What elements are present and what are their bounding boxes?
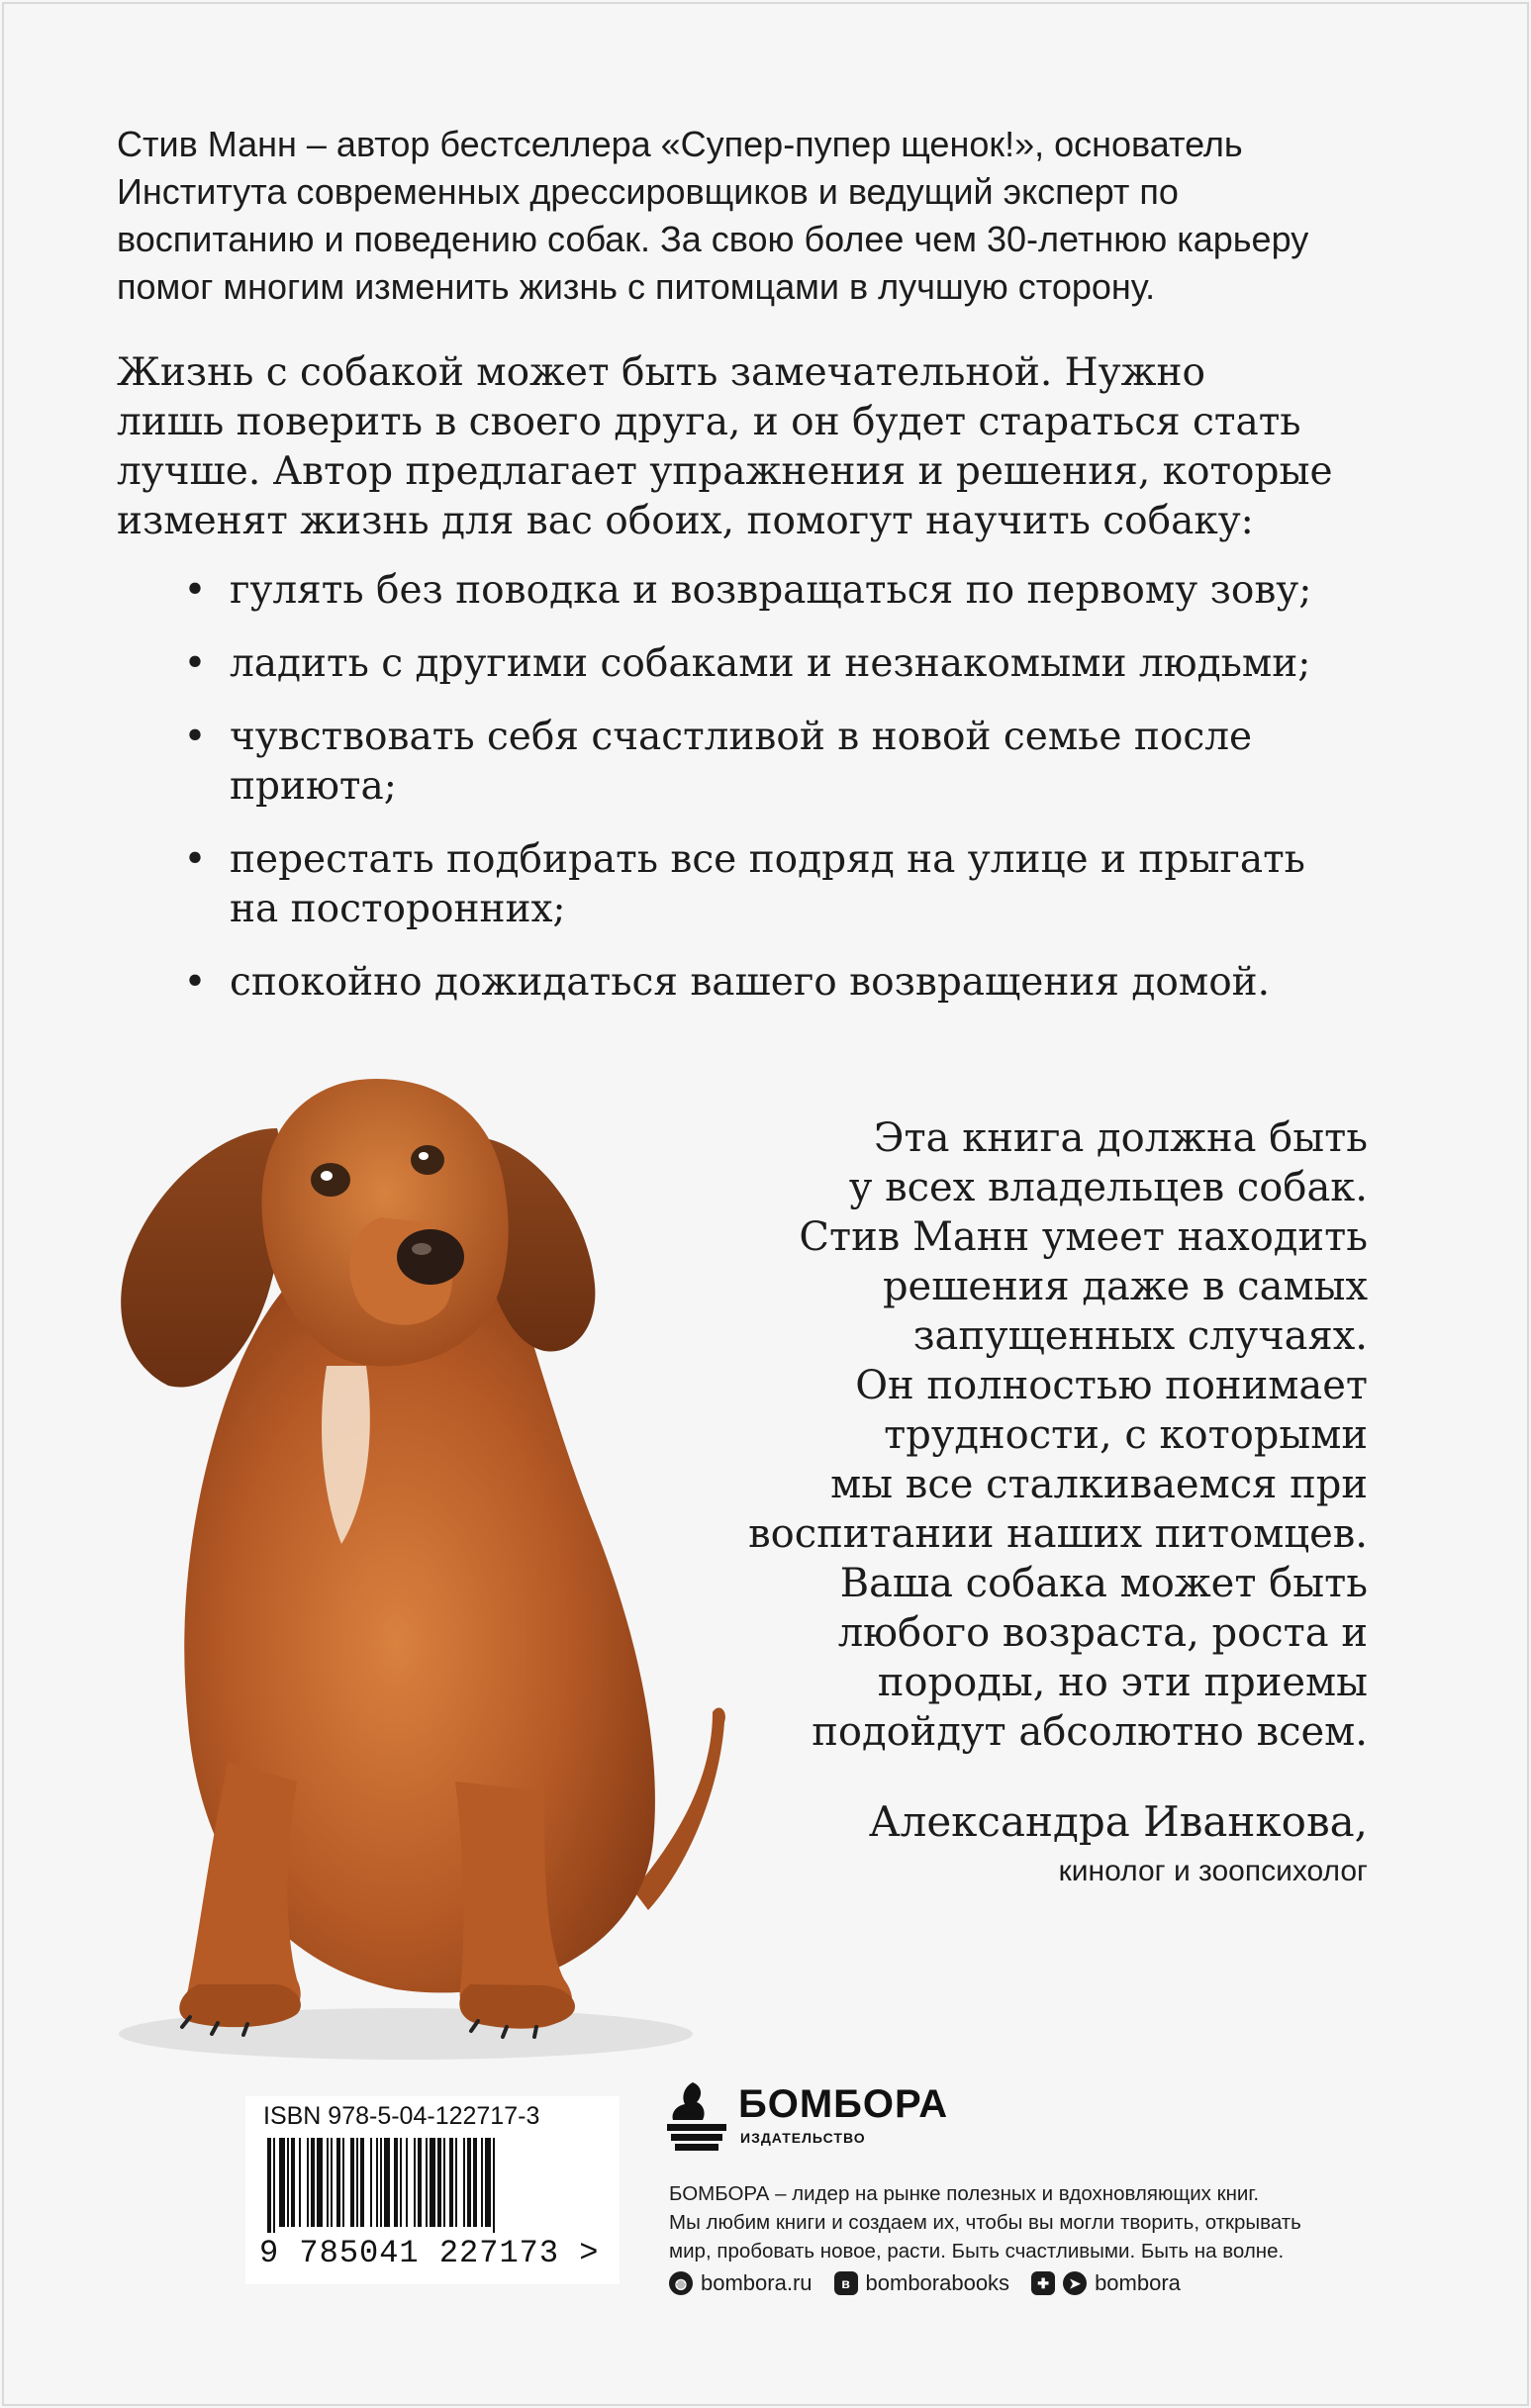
barcode-bar — [418, 2138, 422, 2227]
vk-icon: в — [834, 2271, 858, 2295]
barcode-bar — [473, 2138, 477, 2227]
isbn-number: ISBN 978-5-04-122717-3 — [263, 2102, 540, 2130]
barcode-bar — [327, 2138, 329, 2227]
globe-icon: ◍ — [669, 2271, 693, 2295]
barcode-bar — [455, 2138, 457, 2227]
social-vk[interactable] — [834, 2270, 1010, 2296]
author-bio-line: Института современных дрессировщиков и ведущий эксперт по — [117, 171, 1179, 212]
quote-line: запущенных случаях. — [912, 1313, 1368, 1359]
barcode — [259, 2138, 606, 2233]
skills-list-text: перестать подбирать все подряд на улице и прыгать — [230, 837, 1305, 882]
bullet-icon: • — [183, 960, 207, 1005]
telegram-icon: ✚ — [1031, 2271, 1055, 2295]
author-bio-line: помог многим изменить жизнь с питомцами в лучшую сторону. — [117, 266, 1156, 307]
publisher-name: БОМБОРА — [738, 2082, 949, 2126]
author-bio-line: воспитанию и поведению собак. За свою более чем 30-летнюю карьеру — [117, 219, 1309, 259]
skills-list-text: гулять без поводка и возвращаться по первому зову; — [230, 568, 1312, 613]
barcode-bar — [360, 2138, 364, 2227]
publisher-description — [669, 2179, 1461, 2265]
skills-list-text: чувствовать себя счастливой в новой семье после — [230, 715, 1253, 759]
barcode-bar — [311, 2138, 315, 2227]
barcode-bar — [437, 2138, 441, 2227]
publisher-description-line: БОМБОРА – лидер на рынке полезных и вдохновляющих книг. — [669, 2182, 1260, 2205]
barcode-bar — [430, 2138, 435, 2227]
quote-line: трудности, с которыми — [884, 1412, 1368, 1458]
barcode-bar — [400, 2138, 402, 2227]
quote-line: мы все сталкиваемся при — [830, 1462, 1368, 1507]
barcode-bar — [331, 2138, 333, 2227]
book-intro — [117, 348, 1403, 546]
barcode-bar — [287, 2138, 289, 2227]
barcode-bar — [414, 2138, 416, 2227]
quote-line: Стив Манн умеет находить — [799, 1214, 1368, 1260]
quote-line: породы, но эти приемы — [877, 1660, 1368, 1705]
barcode-bar — [342, 2138, 344, 2227]
publisher-description-line: мир, пробовать новое, расти. Быть счастливыми. Быть на волне. — [669, 2240, 1285, 2263]
bullet-icon: • — [183, 837, 207, 882]
quote-line: Ваша собака может быть — [839, 1561, 1368, 1606]
quote-author-role: кинолог и зоопсихолог — [1058, 1855, 1368, 1887]
publisher-socials — [669, 2270, 1181, 2296]
quote-line: подойдут абсолютно всем. — [812, 1709, 1368, 1755]
bullet-icon: • — [183, 641, 207, 686]
social-vk-label: bomborabooks — [865, 2270, 1010, 2295]
barcode-bar — [279, 2138, 285, 2227]
barcode-bar — [481, 2138, 483, 2227]
telegram-icon: ➤ — [1063, 2271, 1087, 2295]
skills-list-item — [183, 639, 1417, 689]
barcode-bar — [307, 2138, 309, 2227]
quote-line: Он полностью понимает — [855, 1363, 1368, 1408]
author-bio-line: Стив Манн – автор бестселлера «Супер-пупер щенок!», основатель — [117, 124, 1243, 164]
barcode-bar — [467, 2138, 471, 2227]
social-website[interactable] — [669, 2270, 813, 2296]
skills-list-item — [183, 713, 1417, 812]
barcode-bar — [384, 2138, 390, 2227]
barcode-bar — [485, 2138, 491, 2227]
barcode-bar — [273, 2138, 275, 2233]
barcode-bar — [449, 2138, 453, 2227]
intro-line: лишь поверить в своего друга, и он будет стараться стать — [117, 400, 1301, 444]
barcode-bar — [336, 2138, 340, 2227]
quote-line: решения даже в самых — [882, 1264, 1368, 1309]
quote-author: Александра Иванкова, — [868, 1797, 1368, 1846]
publisher-emblem-icon — [663, 2076, 732, 2156]
barcode-bar — [493, 2138, 495, 2233]
skills-list-item — [183, 835, 1417, 934]
skills-list-item — [183, 566, 1417, 616]
quote-line: у всех владельцев собак. — [848, 1165, 1368, 1210]
skills-list-text: ладить с другими собаками и незнакомыми людьми; — [230, 641, 1311, 686]
barcode-bar — [317, 2138, 323, 2227]
skills-list-text: приюта; — [230, 764, 397, 809]
intro-line: изменят жизнь для вас обоих, помогут научить собаку: — [117, 499, 1254, 543]
barcode-bar — [394, 2138, 398, 2227]
barcode-bar — [350, 2138, 354, 2227]
skills-list-item — [183, 958, 1417, 1008]
quote-line: любого возраста, роста и — [837, 1610, 1368, 1656]
barcode-bar — [426, 2138, 428, 2227]
barcode-bar — [291, 2138, 295, 2227]
skills-list-text: спокойно дожидаться вашего возвращения домой. — [230, 960, 1271, 1005]
author-bio — [117, 121, 1403, 311]
barcode-bar — [267, 2138, 271, 2233]
barcode-bar — [299, 2138, 301, 2227]
skills-list-text: на посторонних; — [230, 887, 566, 931]
barcode-bar — [376, 2138, 378, 2227]
barcode-bar — [356, 2138, 358, 2227]
review-quote — [616, 1113, 1368, 1757]
isbn-barcode-box — [245, 2096, 620, 2284]
publisher-subtitle: ИЗДАТЕЛЬСТВО — [740, 2130, 866, 2146]
social-website-label: bombora.ru — [701, 2270, 813, 2295]
barcode-bar — [380, 2138, 382, 2227]
barcode-bar — [443, 2138, 445, 2227]
barcode-bar — [406, 2138, 408, 2227]
social-telegram-label: bombora — [1095, 2270, 1181, 2295]
intro-line: Жизнь с собакой может быть замечательной. Нужно — [117, 350, 1205, 395]
social-telegram[interactable] — [1031, 2270, 1181, 2296]
publisher-description-line: Мы любим книги и создаем их, чтобы вы могли творить, открывать — [669, 2211, 1301, 2234]
intro-line: лучше. Автор предлагает упражнения и решения, которые — [117, 449, 1333, 494]
skills-list — [183, 566, 1417, 1031]
quote-line: воспитании наших питомцев. — [748, 1511, 1368, 1557]
barcode-bar — [370, 2138, 372, 2227]
quote-line: Эта книга должна быть — [873, 1115, 1368, 1161]
bullet-icon: • — [183, 568, 207, 613]
barcode-bar — [463, 2138, 465, 2227]
bullet-icon: • — [183, 715, 207, 759]
barcode-digits: 9 785041 227173 > — [259, 2235, 600, 2271]
publisher-logo — [663, 2076, 950, 2156]
